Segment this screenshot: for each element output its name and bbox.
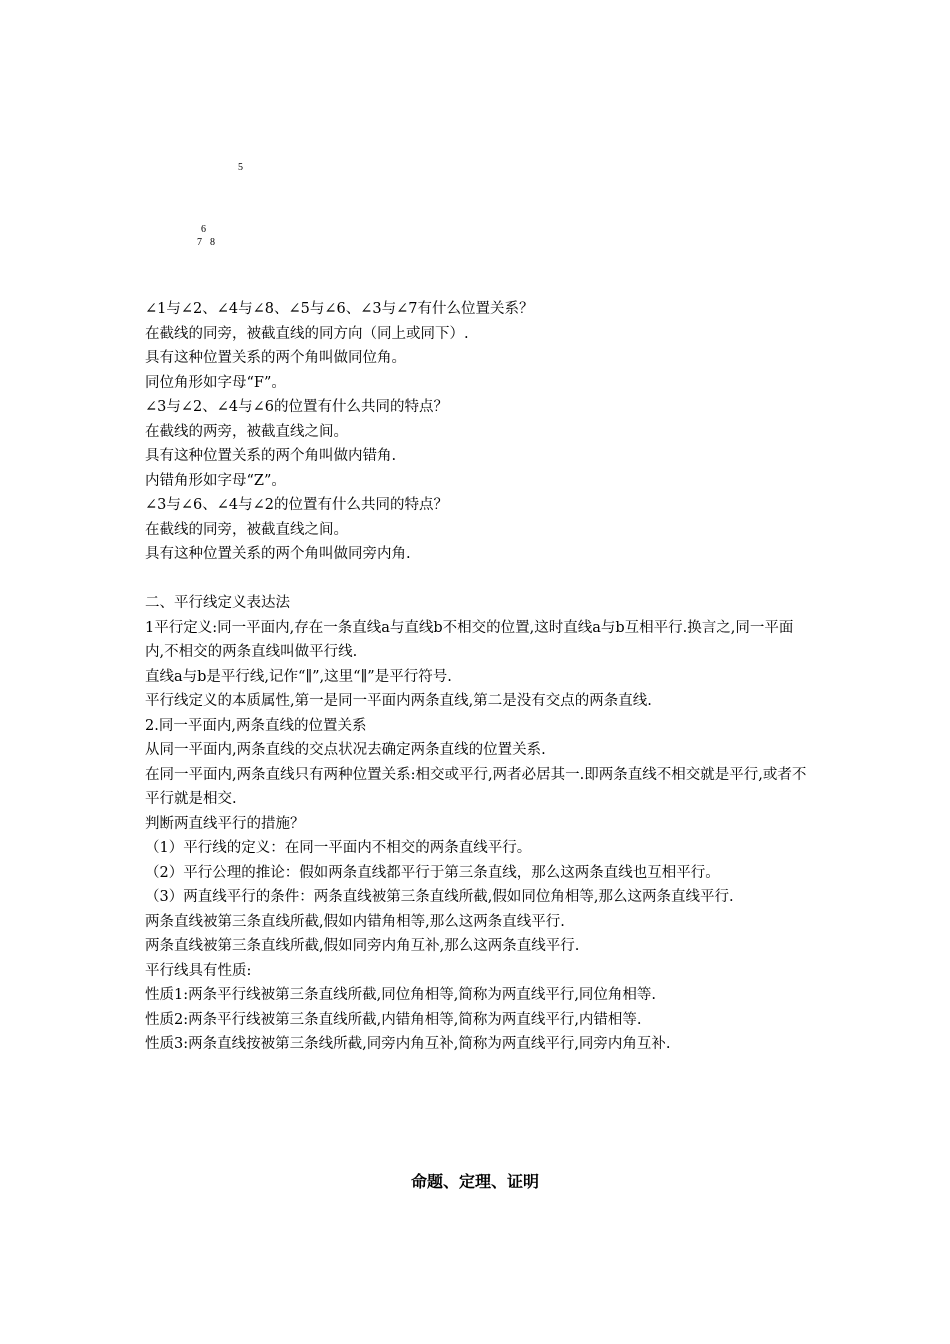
- text-line: ∠1与∠2、∠4与∠8、∠5与∠6、∠3与∠7有什么位置关系？: [145, 301, 534, 317]
- text-line: ∠3与∠6、∠4与∠2的位置有什么共同的特点？: [145, 497, 448, 513]
- text-line: 在同一平面内,两条直线只有两种位置关系:相交或平行,两者必居其一.即两条直线不相交就是平行,或者不平行就是相交.: [145, 766, 807, 807]
- document-body: [145, 297, 810, 1057]
- text-line: ∠3与∠2、∠4与∠6的位置有什么共同的特点？: [145, 399, 448, 415]
- text-line: 具有这种位置关系的两个角叫做同旁内角.: [145, 546, 411, 562]
- text-line: 从同一平面内,两条直线的交点状况去确定两条直线的位置关系.: [145, 742, 546, 758]
- text-line: （1）平行线的定义：在同一平面内不相交的两条直线平行。: [145, 840, 532, 856]
- text-line: 性质3:两条直线按被第三条线所截,同旁内角互补,简称为两直线平行,同旁内角互补.: [145, 1036, 671, 1052]
- text-line: 同位角形如字母“F”。: [145, 374, 286, 391]
- blank-line: [145, 567, 810, 592]
- text-line: 性质1:两条平行线被第三条直线所截,同位角相等,简称为两直线平行,同位角相等.: [145, 987, 657, 1003]
- text-line: 具有这种位置关系的两个角叫做同位角。: [145, 350, 406, 366]
- text-line: 平行线具有性质:: [145, 962, 252, 979]
- angle-label-8: 8: [210, 237, 215, 248]
- section-title: 二、平行线定义表达法: [145, 595, 290, 611]
- text-line: 判断两直线平行的措施？: [145, 815, 305, 832]
- text-line: 具有这种位置关系的两个角叫做内错角.: [145, 448, 397, 464]
- text-line: 性质2:两条平行线被第三条直线所截,内错角相等,简称为两直线平行,内错相等.: [145, 1011, 642, 1028]
- text-line: （2）平行公理的推论：假如两条直线都平行于第三条直线，那么这两条直线也互相平行。: [145, 864, 720, 881]
- text-line: 两条直线被第三条直线所截,假如内错角相等,那么这两条直线平行.: [145, 913, 565, 930]
- text-line: 两条直线被第三条直线所截,假如同旁内角互补,那么这两条直线平行.: [145, 938, 580, 954]
- angle-label-7: 7: [197, 237, 202, 248]
- text-line: 平行线定义的本质属性,第一是同一平面内两条直线,第二是没有交点的两条直线.: [145, 693, 652, 709]
- text-line: 在截线的两旁，被截直线之间。: [145, 423, 348, 440]
- angle-label-5: 5: [238, 162, 243, 173]
- text-line: 在截线的同旁，被截直线的同方向（同上或同下）.: [145, 325, 469, 342]
- text-line: 1平行定义:同一平面内,存在一条直线a与直线b不相交的位置,这时直线a与b互相平行.换言之,同一平面内,不相交的两条直线叫做平行线.: [145, 619, 794, 660]
- text-line: 2.同一平面内,两条直线的位置关系: [145, 717, 367, 734]
- angle-label-6: 6: [201, 224, 206, 235]
- text-line: 内错角形如字母“Z”。: [145, 472, 286, 489]
- text-line: 在截线的同旁，被截直线之间。: [145, 521, 348, 538]
- text-line: （3）两直线平行的条件：两条直线被第三条直线所截,假如同位角相等,那么这两条直线平行.: [145, 889, 734, 905]
- section-heading: 命题、定理、证明: [410, 1172, 539, 1191]
- text-line: 直线a与b是平行线,记作“∥”,这里“∥”是平行符号.: [145, 668, 452, 685]
